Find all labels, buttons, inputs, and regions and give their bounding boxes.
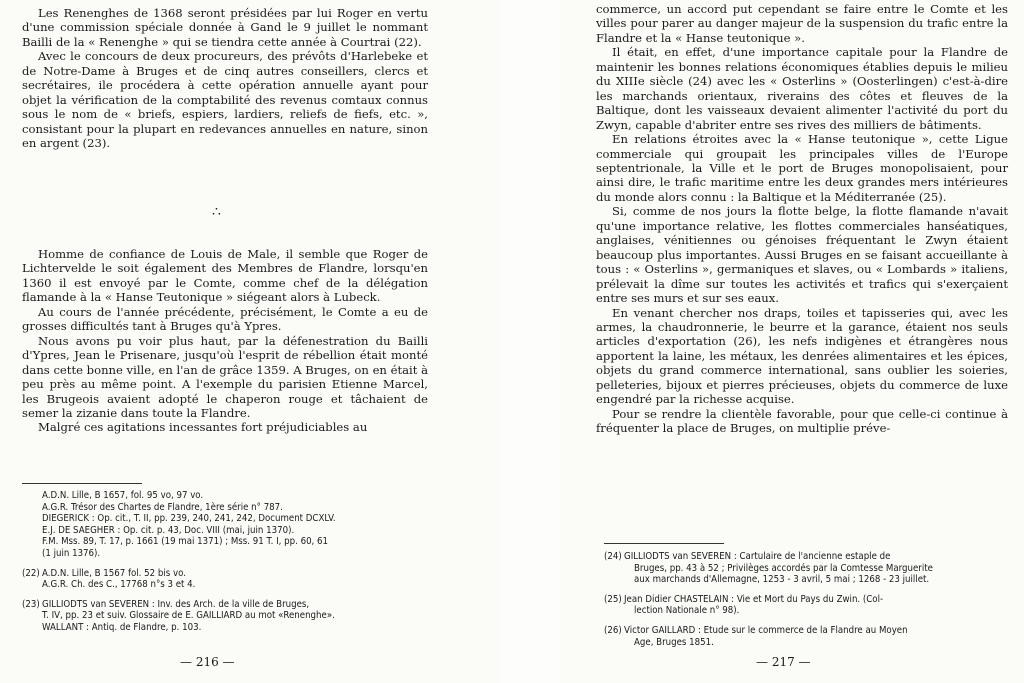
footnote-line: A.D.N. Lille, B 1567 fol. 52 bis vo.: [42, 567, 186, 579]
footnote: [604, 551, 1008, 586]
footnote: [604, 594, 1008, 617]
footnote-line: WALLANT : Antiq. de Flandre, p. 103.: [42, 621, 202, 633]
paragraph: Malgré ces agitations incessantes fort préjudiciables au: [38, 420, 368, 435]
book-gutter: [500, 0, 560, 683]
footnote: [22, 568, 430, 591]
footnote: [22, 490, 430, 560]
paragraph: commerce, un accord put cependant se faire entre le Comte et les villes pour parer au danger majeur de la suspension du trafic entre la Flandre et la « Hanse teutonique ».: [596, 2, 1008, 45]
footnote: [604, 625, 1008, 648]
footnote-line: aux marchands d'Allemagne, 1253 - 3 avril, 5 mai ; 1268 - 23 juillet.: [634, 574, 930, 586]
paragraph: En relations étroites avec la « Hanse teutonique », cette Ligue commerciale qui groupait les principales villes de l'Europe septentrionale, la Ville et le port de Bruges monopolisaient, pour ainsi dire, le trafic maritime entre les deux grandes mers intérieures du monde alors connu : la Baltique et la Méditerranée (25).: [596, 132, 1008, 204]
footnote-line: GILLIODTS van SEVEREN : Cartulaire de l'ancienne estaple de: [624, 551, 891, 562]
footnote-number: (26): [604, 624, 622, 636]
paragraph: Si, comme de nos jours la flotte belge, la flotte flamande n'avait qu'une importance relative, les flottes commerciales hanséatiques, anglaises, vénitiennes ou génoises fréquentant le Zwyn étaient beaucoup plus importantes. Aussi Bruges en se faisant accueillante à tous : « Osterlins », germaniques et slaves, ou « Lombards » italiens, prélevait la dîme sur toutes les activités et trafics qui s'exerçaient entre ses murs et sur ses eaux.: [596, 204, 1008, 306]
footnote-number: (24): [604, 551, 622, 562]
footnote-line: (1 juin 1376).: [42, 547, 101, 559]
footnote-number: (23): [22, 598, 40, 610]
footnote-line: E.J. DE SAEGHER : Op. cit. p. 43, Doc. VIII (mai, juin 1370).: [42, 524, 295, 536]
footnote-line: Victor GAILLARD : Etude sur le commerce de la Flandre au Moyen: [624, 624, 908, 636]
footnote-line: lection Nationale n° 98).: [634, 605, 740, 617]
footnote: [22, 599, 430, 634]
footnote-number: (25): [604, 593, 622, 605]
paragraph: Il était, en effet, d'une importance capitale pour la Flandre de maintenir les bonnes relations économiques établies depuis le milieu du XIIIe siècle (24) avec les « Osterlins » (Oosterlingen) c'est-à-dire les marchands orientaux, riverains des côtes et fleuves de la Baltique, dont les vaisseaux devaient alimenter l'activité du port du Zwyn, capable d'abriter entre ses rives des milliers de bâtiments.: [596, 45, 1008, 132]
right-paragraphs: [596, 2, 1008, 436]
right-page: [596, 0, 1008, 683]
left-top-paragraphs: [22, 6, 428, 151]
page-number: — 217 —: [756, 655, 811, 669]
left-footnotes: [22, 490, 430, 642]
page-number: — 216 —: [180, 655, 235, 669]
footnote-line: A.G.R. Trésor des Chartes de Flandre, 1ère série n° 787.: [42, 501, 283, 513]
footnote-line: Jean Didier CHASTELAIN : Vie et Mort du Pays du Zwin. (Col-: [624, 593, 884, 605]
footnote-line: A.G.R. Ch. des C., 17768 n°s 3 et 4.: [42, 579, 196, 591]
footnote-line: T. IV, pp. 23 et suiv. Glossaire de E. GAILLIARD au mot «Renenghe».: [42, 610, 335, 622]
footnote-number: (22): [22, 567, 40, 579]
footnote-line: Bruges, pp. 43 à 52 ; Privilèges accordés par la Comtesse Marguerite: [634, 562, 933, 574]
paragraph: En venant chercher nos draps, toiles et tapisseries qui, avec les armes, la chaudronnerie, le beurre et la garance, étaient nos seuls articles d'exportation (26), les nefs indigènes et étrangères nous apportent la laine, les métaux, les denrées alimentaires et les épices, objets du grand commerce international, sans oublier les soieries, pelleteries, bijoux et pierres précieuses, objets du commerce de luxe engendré par la richesse acquise.: [596, 305, 1008, 407]
footnote-rule: [604, 543, 724, 544]
footnote-line: GILLIODTS van SEVEREN : Inv. des Arch. de la ville de Bruges,: [42, 598, 310, 610]
paragraph: Au cours de l'année précédente, précisément, le Comte a eu de grosses difficultés tant à Bruges qu'à Ypres.: [22, 304, 428, 334]
footnote-rule: [22, 483, 142, 484]
footnote-line: DIEGERICK : Op. cit., T. II, pp. 239, 240, 241, 242, Document DCXLV.: [42, 513, 336, 525]
right-footnotes: [604, 551, 1008, 656]
paragraph: Les Renenghes de 1368 seront présidées par lui Roger en vertu d'une commission spéciale donnée à Gand le 9 juillet le nommant Bailli de la « Renenghe » qui se tiendra cette année à Courtrai (22).: [22, 6, 428, 49]
paragraph: Pour se rendre la clientèle favorable, pour que celle-ci continue à fréquenter la place de Bruges, on multiplie préve-: [596, 406, 1008, 436]
footnote-line: F.M. Mss. 89, T. 17, p. 1661 (19 mai 1371) ; Mss. 91 T. I, pp. 60, 61: [42, 536, 329, 548]
paragraph: Avec le concours de deux procureurs, des prévôts d'Harlebeke et de Notre-Dame à Bruges et de cinq autres conseillers, clercs et secrétaires, ile procédera à cette opération annuelle ayant pour objet la vérification de la comptabilité des revenus comtaux connus sous le nom de « briefs, espiers, lardiers, reliefs de fiefs, etc. », consistant pour la plupart en redevances annuelles en nature, sinon en argent (23).: [22, 49, 428, 151]
paragraph: Nous avons pu voir plus haut, par la défenestration du Bailli d'Ypres, Jean le Prisenare, jusqu'où l'esprit de rébellion était monté dans cette bonne ville, en l'an de grâce 1359. A Bruges, on en était à peu près au même point. A l'exemple du parisien Etienne Marcel, les Brugeois avaient adopté le chaperon rouge et tâchaient de semer la zizanie dans toute la Flandre.: [22, 333, 428, 420]
footnote-line: A.D.N. Lille, B 1657, fol. 95 vo, 97 vo.: [42, 490, 204, 501]
section-separator: ∴: [212, 204, 221, 220]
paragraph: Homme de confiance de Louis de Male, il semble que Roger de Lichtervelde le soit également des Membres de Flandre, lorsqu'en 1360 il est envoyé par le Comte, comme chef de la délégation flamande à la « Hanse Teutonique » siégeant alors à Lubeck.: [22, 247, 428, 305]
left-page: [22, 0, 432, 683]
left-bottom-paragraphs: [22, 247, 428, 435]
footnote-line: Age, Bruges 1851.: [634, 636, 714, 648]
